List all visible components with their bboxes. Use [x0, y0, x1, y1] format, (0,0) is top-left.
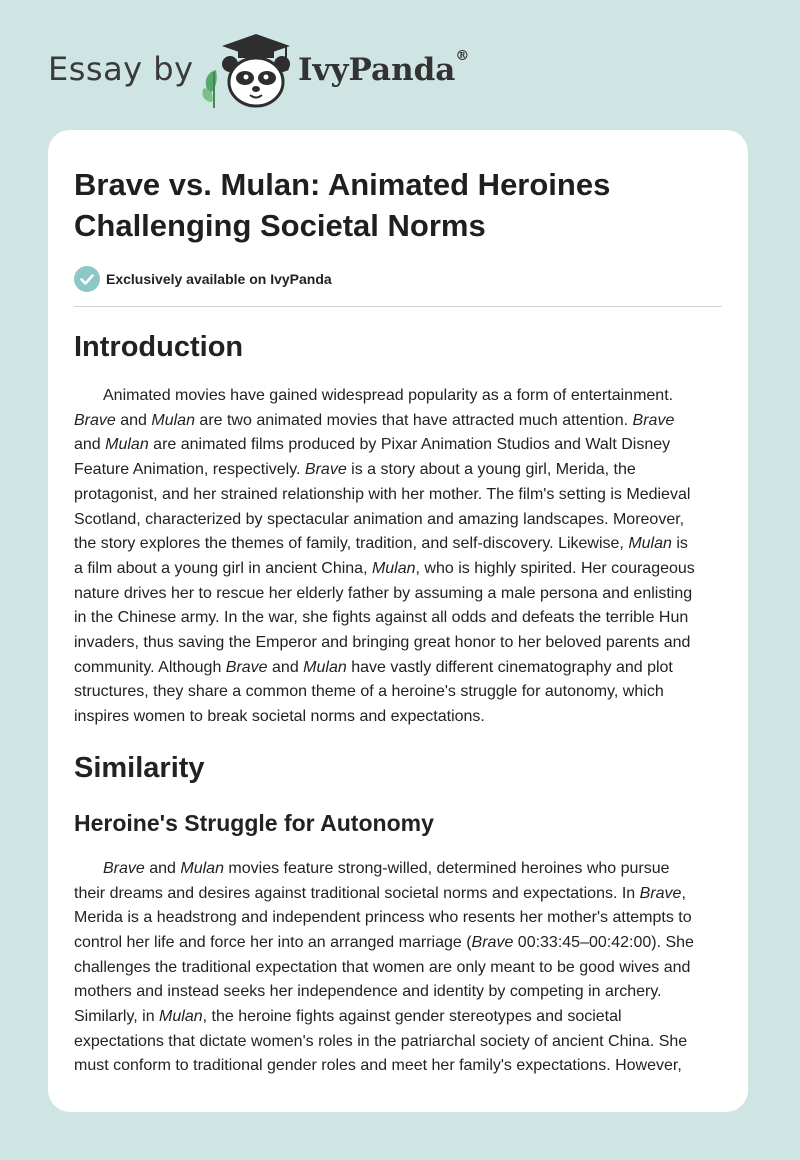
check-circle-icon	[74, 266, 100, 292]
italic-title: Brave	[632, 411, 675, 429]
essay-card	[48, 130, 748, 1112]
subsection-heading: Heroine's Struggle for Autonomy	[74, 809, 434, 836]
italic-title: Brave	[639, 884, 682, 902]
italic-title: Mulan	[105, 436, 149, 454]
brand-prefix: Essay by	[48, 50, 194, 88]
italic-title: Mulan	[159, 1008, 203, 1026]
section-heading-similarity: Similarity	[74, 751, 205, 784]
italic-title: Brave	[103, 859, 145, 877]
brand-name[interactable]: IvyPanda®	[298, 48, 470, 88]
title-divider	[74, 306, 722, 307]
italic-title: Brave	[74, 411, 116, 429]
paragraph: Animated movies have gained widespread popularity as a form of entertainment. Brave and Mulan are two animated movies that have attracted much attention. Brave and Mulan are animated films produced by Pixar Animation Studios and Walt Disney Feature Animation, respectively. Brave is a story about a young girl, Merida, the protagonist, and her strained relationship with her mother. The film's setting is Medieval Scotland, characterized by spectacular animation and amazing landscapes. Moreover, the story explores the themes of family, tradition, and self-discovery. Likewise, Mulan is a film about a young girl in ancient China, Mulan, who is highly spirited. Her courageous nature drives her to rescue her elderly father by assuming a male persona and enlisting in the Chinese army. In the war, she fights against all odds and defeats the terrible Hun invaders, thus saving the Emperor and bringing great honor to her beloved parents and community. Although Brave and Mulan have vastly different cinematography and plot structures, they share a common theme of a heroine's struggle for autonomy, which inspires women to break societal norms and expectations.	[74, 387, 695, 726]
italic-title: Brave	[471, 933, 514, 951]
italic-title: Brave	[225, 658, 268, 676]
italic-title: Mulan	[303, 658, 347, 676]
section-heading-introduction: Introduction	[74, 331, 244, 363]
essay-title: Brave vs. Mulan: Animated Heroines Challenging Societal Norms	[74, 167, 611, 243]
paragraph: Brave and Mulan movies feature strong-willed, determined heroines who pursue their dreams and desires against traditional societal norms and expectations. In Brave, Merida is a headstrong and independent princess who resents her mother's attempts to control her life and force her into an arranged marriage (Brave 00:33:45–00:42:00). She challenges the traditional expectation that women are only meant to be good wives and mothers and instead seeks her independence and identity by competing in archery. Similarly, in Mulan, the heroine fights against gender stereotypes and societal expectations that dictate women's roles in the patriarchal society of ancient China. She must conform to traditional gender roles and meet her family's expectations. However,	[74, 859, 694, 1075]
italic-title: Mulan	[628, 535, 672, 553]
italic-title: Mulan	[180, 859, 224, 877]
exclusive-badge	[74, 265, 722, 293]
italic-title: Mulan	[151, 411, 195, 429]
panda-graduate-logo-icon[interactable]	[200, 32, 296, 112]
italic-title: Brave	[304, 461, 347, 479]
site-header	[0, 0, 800, 130]
badge-text: Exclusively available on IvyPanda	[106, 271, 332, 287]
italic-title: Mulan	[371, 559, 416, 577]
